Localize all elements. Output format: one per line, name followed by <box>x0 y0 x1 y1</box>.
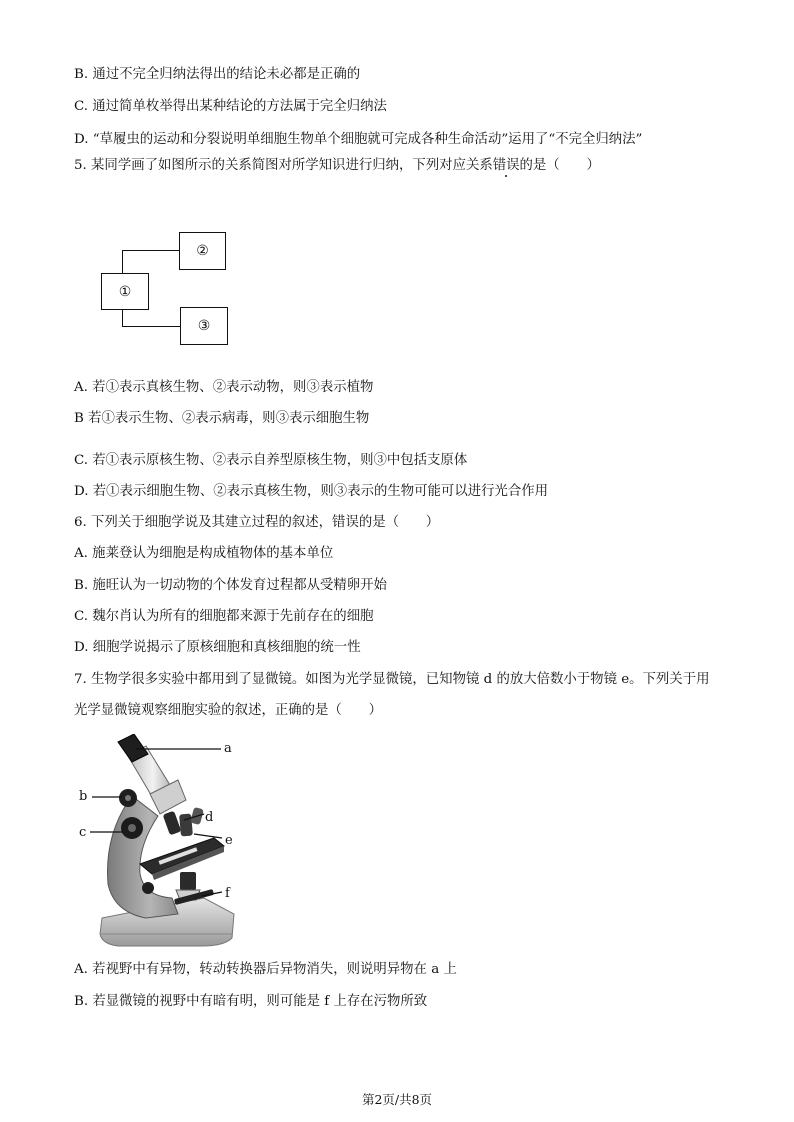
q6-option-c: C. 魏尔肖认为所有的细胞都来源于先前存在的细胞 <box>74 609 374 624</box>
label-e: e <box>225 833 233 848</box>
q5-option-d: D. 若①表示细胞生物、②表示真核生物，则③表示的生物可能可以进行光合作用 <box>74 484 549 499</box>
page-footer: 第2页/共8页 <box>361 1092 433 1107</box>
q6-option-d: D. 细胞学说揭示了原核细胞和真核细胞的统一性 <box>74 640 361 655</box>
connector-up <box>122 250 123 274</box>
q5-stem-part1: 5. 某同学画了如图所示的关系简图对所学知识进行归纳，下列对应关系 <box>74 158 493 173</box>
q5-stem <box>74 157 600 175</box>
label-a: a <box>224 741 232 756</box>
microscope-figure <box>74 734 274 950</box>
diagram-box-2: ② <box>179 232 226 270</box>
label-c: c <box>79 825 87 840</box>
label-d: d <box>205 810 214 825</box>
q4-option-c: C. 通过简单枚举得出某种结论的方法属于完全归纳法 <box>74 99 387 114</box>
connector-down <box>122 308 123 326</box>
q5-option-b: B 若①表示生物、②表示病毒，则③表示细胞生物 <box>74 411 370 426</box>
q7-stem-line2: 光学显微镜观察细胞实验的叙述，正确的是（ ） <box>74 703 382 718</box>
q6-option-b: B. 施旺认为一切动物的个体发育过程都从受精卵开始 <box>74 578 387 593</box>
label-f: f <box>225 886 230 901</box>
q5-stem-part2: 的是（ ） <box>519 158 600 173</box>
diagram-box-3: ③ <box>180 307 228 345</box>
objective-lenses <box>163 807 204 837</box>
q6-stem: 6. 下列关于细胞学说及其建立过程的叙述，错误的是（ ） <box>74 515 440 530</box>
q5-stem-emphasis: 错误 <box>492 158 520 173</box>
connector-bottom <box>122 326 181 327</box>
q5-option-c: C. 若①表示原核生物、②表示自养型原核生物，则③中包括支原体 <box>74 453 468 468</box>
q5-option-a: A. 若①表示真核生物、②表示动物，则③表示植物 <box>74 380 374 395</box>
connector-top <box>122 250 180 251</box>
q6-option-a: A. 施莱登认为细胞是构成植物体的基本单位 <box>74 546 334 561</box>
q4-option-b: B. 通过不完全归纳法得出的结论未必都是正确的 <box>74 67 361 82</box>
diagram-box-1: ① <box>101 273 149 310</box>
q7-option-b: B. 若显微镜的视野中有暗有明，则可能是 f 上存在污物所致 <box>74 994 428 1009</box>
q7-option-a: A. 若视野中有异物，转动转换器后异物消失，则说明异物在 a 上 <box>74 962 457 977</box>
q7-stem-line1: 7. 生物学很多实验中都用到了显微镜。如图为光学显微镜，已知物镜 d 的放大倍数小于物镜 e。下列关于用 <box>74 672 710 687</box>
label-b: b <box>79 789 88 804</box>
q4-option-d: D. “草履虫的运动和分裂说明单细胞生物单个细胞就可完成各种生命活动”运用了“不完全归纳法” <box>74 132 643 147</box>
